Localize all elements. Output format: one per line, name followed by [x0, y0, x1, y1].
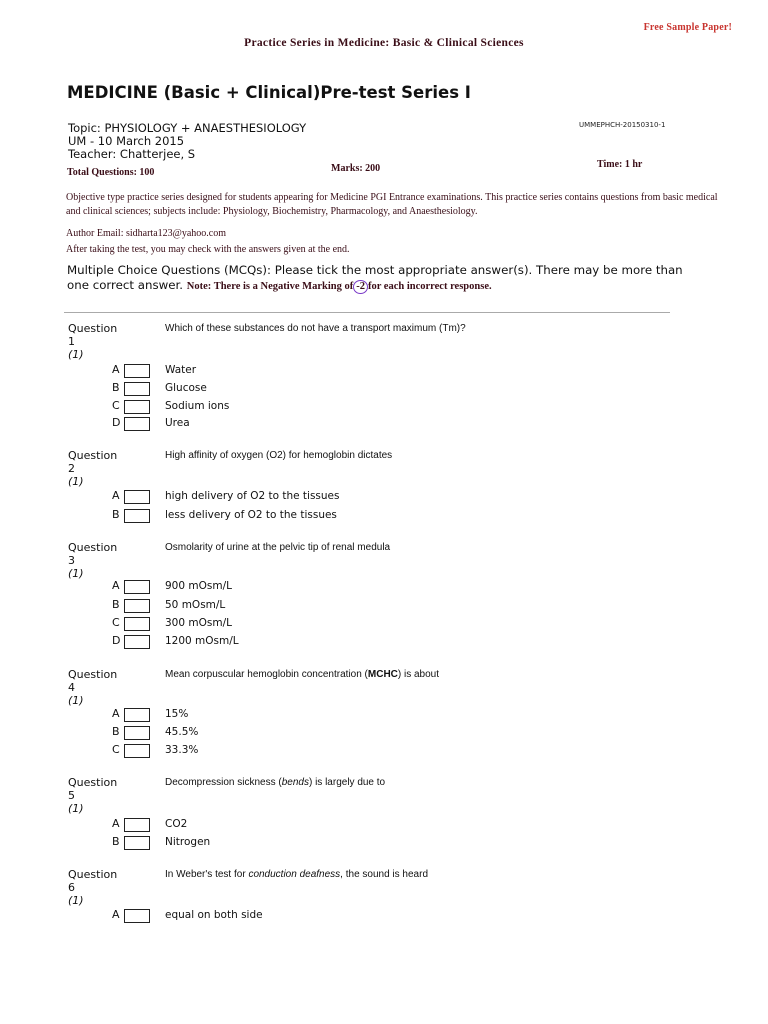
question-text: High affinity of oxygen (O2) for hemoglobin dictates — [165, 450, 393, 461]
option-letter: B — [112, 381, 120, 394]
question-text-emphasis: MCHC — [367, 669, 398, 680]
option-text: 45.5% — [165, 726, 199, 738]
option-letter: A — [112, 908, 120, 921]
option-text: Urea — [165, 417, 190, 429]
option-letter: A — [112, 363, 120, 376]
question-text: Which of these substances do not have a transport maximum (Tm)? — [165, 323, 466, 334]
teacher-line: Teacher: Chatterjee, S — [68, 147, 196, 161]
option-text: 300 mOsm/L — [165, 617, 232, 629]
question-number: 6 — [68, 881, 75, 894]
option-letter: C — [112, 616, 120, 629]
option-letter: B — [112, 508, 120, 521]
question-word: Question — [68, 668, 118, 681]
question-text-part: ) is largely due to — [308, 777, 386, 788]
answer-checkbox[interactable] — [124, 364, 150, 378]
total-marks: Marks: 200 — [331, 163, 381, 174]
question-score: (1) — [68, 802, 84, 815]
answer-checkbox[interactable] — [124, 708, 150, 722]
question-word: Question — [68, 868, 118, 881]
question-text-part: In Weber's test for — [165, 869, 249, 880]
answer-checkbox[interactable] — [124, 580, 150, 594]
answer-checkbox[interactable] — [124, 617, 150, 631]
option-text: Water — [165, 364, 197, 376]
question-text-part: Mean corpuscular hemoglobin concentration ( — [165, 669, 368, 680]
question-text: Osmolarity of urine at the pelvic tip of renal medula — [165, 542, 391, 553]
question-score: (1) — [68, 894, 84, 907]
option-letter: C — [112, 399, 120, 412]
negative-value-circle: -2 — [353, 280, 368, 294]
page-title: MEDICINE (Basic + Clinical)Pre-test Series I — [67, 83, 471, 102]
question-score: (1) — [68, 348, 84, 361]
question-number: 1 — [68, 335, 75, 348]
question-label — [68, 668, 117, 707]
free-sample-label: Free Sample Paper! — [643, 22, 732, 33]
question-number: 2 — [68, 462, 75, 475]
option-letter: C — [112, 743, 120, 756]
negative-prefix: Note: There is a Negative Marking of — [186, 281, 354, 292]
answer-checkbox[interactable] — [124, 836, 150, 850]
negative-suffix: for each incorrect response. — [367, 281, 492, 292]
question-text-part: Decompression sickness ( — [165, 777, 282, 788]
answer-checkbox[interactable] — [124, 744, 150, 758]
question-label — [68, 322, 117, 361]
option-letter: A — [112, 489, 120, 502]
answer-checkbox[interactable] — [124, 818, 150, 832]
divider — [64, 312, 670, 313]
option-text: 50 mOsm/L — [165, 599, 226, 611]
option-letter: B — [112, 598, 120, 611]
question-label — [68, 449, 117, 488]
option-letter: B — [112, 835, 120, 848]
answer-checkbox[interactable] — [124, 726, 150, 740]
option-text: Sodium ions — [165, 400, 230, 412]
question-text — [165, 777, 385, 788]
option-text: 33.3% — [165, 744, 199, 756]
answer-checkbox[interactable] — [124, 382, 150, 396]
option-text: CO2 — [165, 818, 188, 830]
series-header: Practice Series in Medicine: Basic & Clinical Sciences — [244, 37, 524, 49]
answer-checkbox[interactable] — [124, 635, 150, 649]
negative-marking-note — [187, 281, 492, 292]
paper-code: UMMEPHCH-20150310-1 — [579, 121, 666, 129]
question-text — [165, 869, 428, 880]
total-questions: Total Questions: 100 — [67, 167, 155, 178]
question-word: Question — [68, 322, 118, 335]
question-score: (1) — [68, 475, 84, 488]
question-text — [165, 669, 439, 680]
option-letter: B — [112, 725, 120, 738]
answer-checkbox[interactable] — [124, 599, 150, 613]
author-email: Author Email: sidharta123@yahoo.com — [66, 228, 227, 239]
answer-checkbox[interactable] — [124, 509, 150, 523]
option-letter: D — [112, 634, 121, 647]
question-word: Question — [68, 449, 118, 462]
answer-checkbox[interactable] — [124, 490, 150, 504]
option-text: less delivery of O2 to the tissues — [165, 509, 337, 521]
description: Objective type practice series designed for students appearing for Medicine PGI Entrance examinations. This practice series contains questions from basic medical and clinical sciences; subjects include: Physiology, Biochemistry, Pharmacology, and Anaesthesiology. — [66, 192, 718, 217]
option-letter: D — [112, 416, 121, 429]
question-score: (1) — [68, 694, 84, 707]
question-text-emphasis: bends — [281, 777, 309, 788]
question-number: 5 — [68, 789, 75, 802]
option-text: Glucose — [165, 382, 207, 394]
question-score: (1) — [68, 567, 84, 580]
question-label — [68, 868, 117, 907]
question-number: 4 — [68, 681, 75, 694]
question-word: Question — [68, 541, 118, 554]
after-test-note: After taking the test, you may check with the answers given at the end. — [66, 244, 350, 255]
option-text: 1200 mOsm/L — [165, 635, 239, 647]
question-label — [68, 541, 117, 580]
question-word: Question — [68, 776, 118, 789]
answer-checkbox[interactable] — [124, 400, 150, 414]
question-label — [68, 776, 117, 815]
option-text: Nitrogen — [165, 836, 211, 848]
answer-checkbox[interactable] — [124, 909, 150, 923]
answer-checkbox[interactable] — [124, 417, 150, 431]
question-text-part: , the sound is heard — [340, 869, 429, 880]
option-letter: A — [112, 817, 120, 830]
date-line: UM - 10 March 2015 — [68, 134, 185, 148]
option-letter: A — [112, 579, 120, 592]
option-text: high delivery of O2 to the tissues — [165, 490, 340, 502]
question-number: 3 — [68, 554, 75, 567]
topic-line: Topic: PHYSIOLOGY + ANAESTHESIOLOGY — [68, 121, 307, 135]
option-text: 15% — [165, 708, 189, 720]
option-text: equal on both side — [165, 909, 263, 921]
question-text-part: ) is about — [397, 669, 440, 680]
question-text-emphasis: conduction deafness — [248, 869, 341, 880]
option-text: 900 mOsm/L — [165, 580, 232, 592]
instructions-text: Multiple Choice Questions (MCQs): Please tick the most appropriate answer(s). There may be more than one correct answer. — [67, 263, 683, 292]
instructions — [67, 263, 707, 294]
option-letter: A — [112, 707, 120, 720]
time-limit: Time: 1 hr — [597, 159, 643, 170]
